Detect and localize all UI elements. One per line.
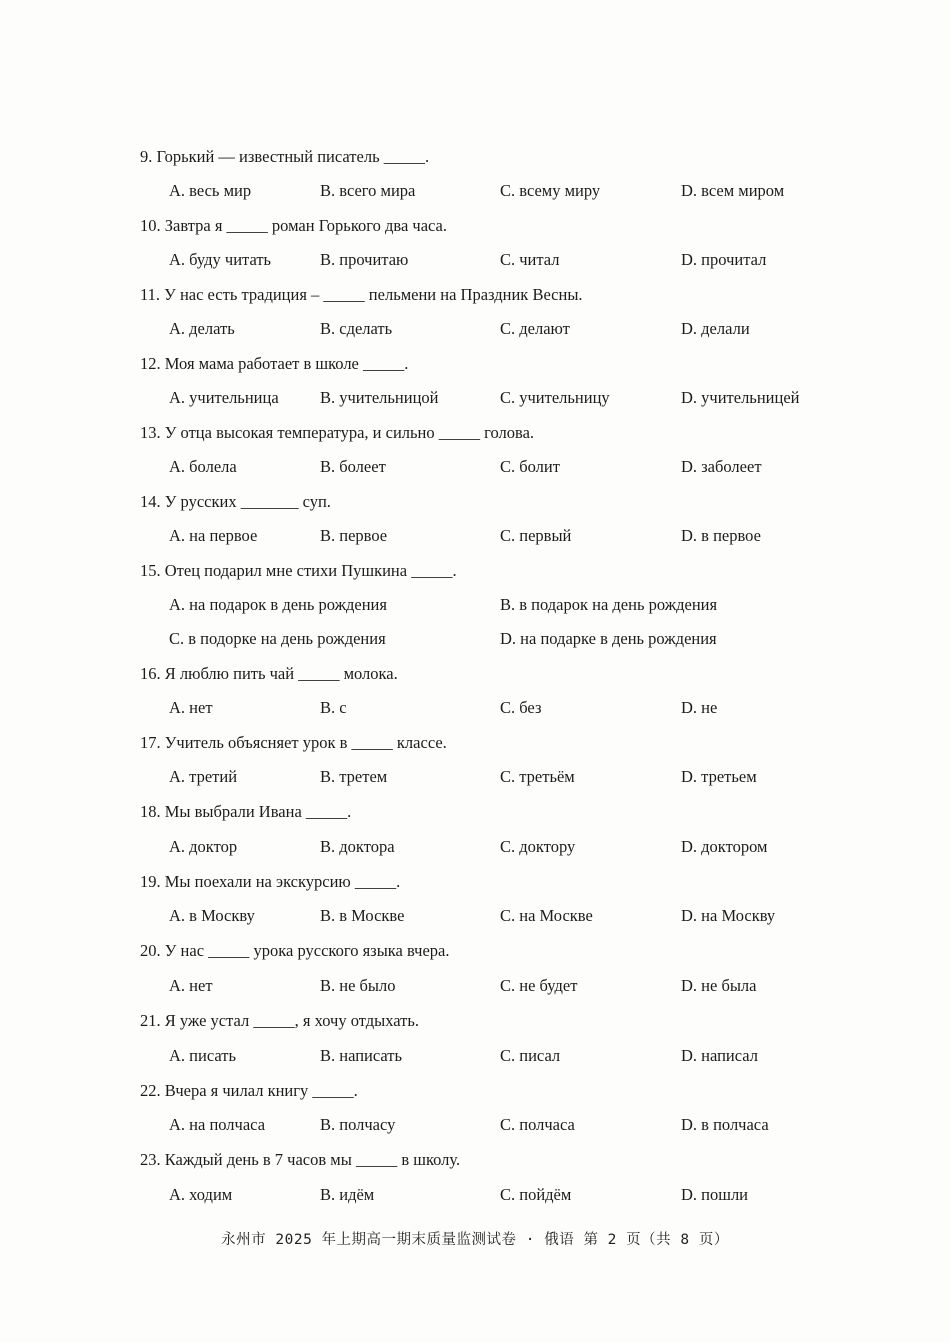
question-stem <box>0 1074 950 1108</box>
question-stem <box>0 278 950 312</box>
option-b: B. в подарок на день рождения <box>500 595 718 614</box>
options-row <box>0 381 950 415</box>
option-a: A. писать <box>169 1046 236 1065</box>
option-b: B. идём <box>320 1185 375 1204</box>
question-stem <box>0 416 950 450</box>
question-13-stem: 13. У отца высокая температура, и сильно _____ голова. <box>140 423 535 442</box>
option-d: D. в полчаса <box>681 1115 769 1134</box>
options-row <box>0 691 950 725</box>
question-stem <box>0 657 950 691</box>
option-b: B. сделать <box>320 319 393 338</box>
question-11-stem: 11. У нас есть традиция – _____ пельмени на Праздник Весны. <box>140 285 583 304</box>
question-18-stem: 18. Мы выбрали Ивана _____. <box>140 802 352 821</box>
options-row <box>0 174 950 208</box>
options-row <box>0 899 950 933</box>
option-b: B. с <box>320 698 347 717</box>
option-a: A. учительница <box>169 388 279 407</box>
option-d: D. не <box>681 698 718 717</box>
options-row <box>0 1039 950 1073</box>
option-c: C. полчаса <box>500 1115 575 1134</box>
option-c: C. первый <box>500 526 572 545</box>
options-row <box>0 622 950 656</box>
option-c: C. писал <box>500 1046 561 1065</box>
question-20-stem: 20. У нас _____ урока русского языка вчера. <box>140 941 450 960</box>
option-a: A. нет <box>169 698 213 717</box>
options-row <box>0 450 950 484</box>
question-12-stem: 12. Моя мама работает в школе _____. <box>140 354 409 373</box>
option-a: A. буду читать <box>169 250 272 269</box>
option-c: C. на Москве <box>500 906 593 925</box>
option-a: A. болела <box>169 457 237 476</box>
question-14-stem: 14. У русских _______ суп. <box>140 492 331 511</box>
option-a: A. на полчаса <box>169 1115 266 1134</box>
question-stem <box>0 554 950 588</box>
option-c: C. учительницу <box>500 388 610 407</box>
question-23-stem: 23. Каждый день в 7 часов мы _____ в школу. <box>140 1150 461 1169</box>
option-d: D. написал <box>681 1046 758 1065</box>
option-d: D. на Москву <box>681 906 776 925</box>
option-a: A. делать <box>169 319 235 338</box>
option-b: B. третем <box>320 767 388 786</box>
option-b: B. не было <box>320 976 396 995</box>
question-21-stem: 21. Я уже устал _____, я хочу отдыхать. <box>140 1011 419 1030</box>
option-a: A. на подарок в день рождения <box>169 595 387 614</box>
option-c: C. без <box>500 698 542 717</box>
option-d: D. в первое <box>681 526 761 545</box>
option-b: B. полчасу <box>320 1115 396 1134</box>
question-stem <box>0 795 950 829</box>
options-row <box>0 969 950 1003</box>
option-b: B. в Москве <box>320 906 405 925</box>
option-a: A. весь мир <box>169 181 252 200</box>
option-d: D. делали <box>681 319 750 338</box>
option-a: A. нет <box>169 976 213 995</box>
question-17-stem: 17. Учитель объясняет урок в _____ классе. <box>140 733 447 752</box>
option-a: A. третий <box>169 767 238 786</box>
option-c: C. всему миру <box>500 181 601 200</box>
option-a: A. в Москву <box>169 906 255 925</box>
question-stem <box>0 865 950 899</box>
option-d: D. всем миром <box>681 181 785 200</box>
option-b: B. первое <box>320 526 388 545</box>
question-stem <box>0 347 950 381</box>
question-stem <box>0 140 950 174</box>
question-22-stem: 22. Вчера я чилал книгу _____. <box>140 1081 358 1100</box>
option-c: C. болит <box>500 457 560 476</box>
option-d: D. на подарке в день рождения <box>500 629 717 648</box>
options-row <box>0 1108 950 1142</box>
option-c: C. делают <box>500 319 570 338</box>
option-c: C. третьём <box>500 767 575 786</box>
option-d: D. доктором <box>681 837 768 856</box>
option-d: D. учительницей <box>681 388 800 407</box>
question-stem <box>0 934 950 968</box>
question-10-stem: 10. Завтра я _____ роман Горького два часа. <box>140 216 447 235</box>
option-b: B. доктора <box>320 837 395 856</box>
options-row <box>0 243 950 277</box>
question-16-stem: 16. Я люблю пить чай _____ молока. <box>140 664 398 683</box>
question-stem <box>0 726 950 760</box>
option-c: C. читал <box>500 250 560 269</box>
option-a: A. ходим <box>169 1185 233 1204</box>
option-b: B. всего мира <box>320 181 416 200</box>
options-row <box>0 312 950 346</box>
option-c: C. пойдём <box>500 1185 572 1204</box>
options-row <box>0 1178 950 1212</box>
option-a: A. доктор <box>169 837 238 856</box>
question-stem <box>0 485 950 519</box>
options-row <box>0 760 950 794</box>
options-row <box>0 830 950 864</box>
option-d: D. третьем <box>681 767 757 786</box>
option-d: D. пошли <box>681 1185 749 1204</box>
question-19-stem: 19. Мы поехали на экскурсию _____. <box>140 872 401 891</box>
option-c: C. в подорке на день рождения <box>169 629 386 648</box>
option-b: B. прочитаю <box>320 250 409 269</box>
options-row <box>0 519 950 553</box>
option-c: C. не будет <box>500 976 578 995</box>
question-15-stem: 15. Отец подарил мне стихи Пушкина _____. <box>140 561 457 580</box>
question-stem <box>0 1004 950 1038</box>
option-a: A. на первое <box>169 526 258 545</box>
page-footer: 永州市 2025 年上期高一期末质量监测试卷 · 俄语 第 2 页（共 8 页） <box>221 1232 729 1248</box>
option-d: D. прочитал <box>681 250 767 269</box>
option-b: B. болеет <box>320 457 386 476</box>
option-b: B. учительницой <box>320 388 439 407</box>
options-row <box>0 588 950 622</box>
question-stem <box>0 1143 950 1177</box>
option-d: D. заболеет <box>681 457 762 476</box>
question-9-stem: 9. Горький — известный писатель _____. <box>140 147 430 166</box>
question-stem <box>0 209 950 243</box>
option-d: D. не была <box>681 976 757 995</box>
option-b: B. написать <box>320 1046 403 1065</box>
option-c: C. доктору <box>500 837 576 856</box>
